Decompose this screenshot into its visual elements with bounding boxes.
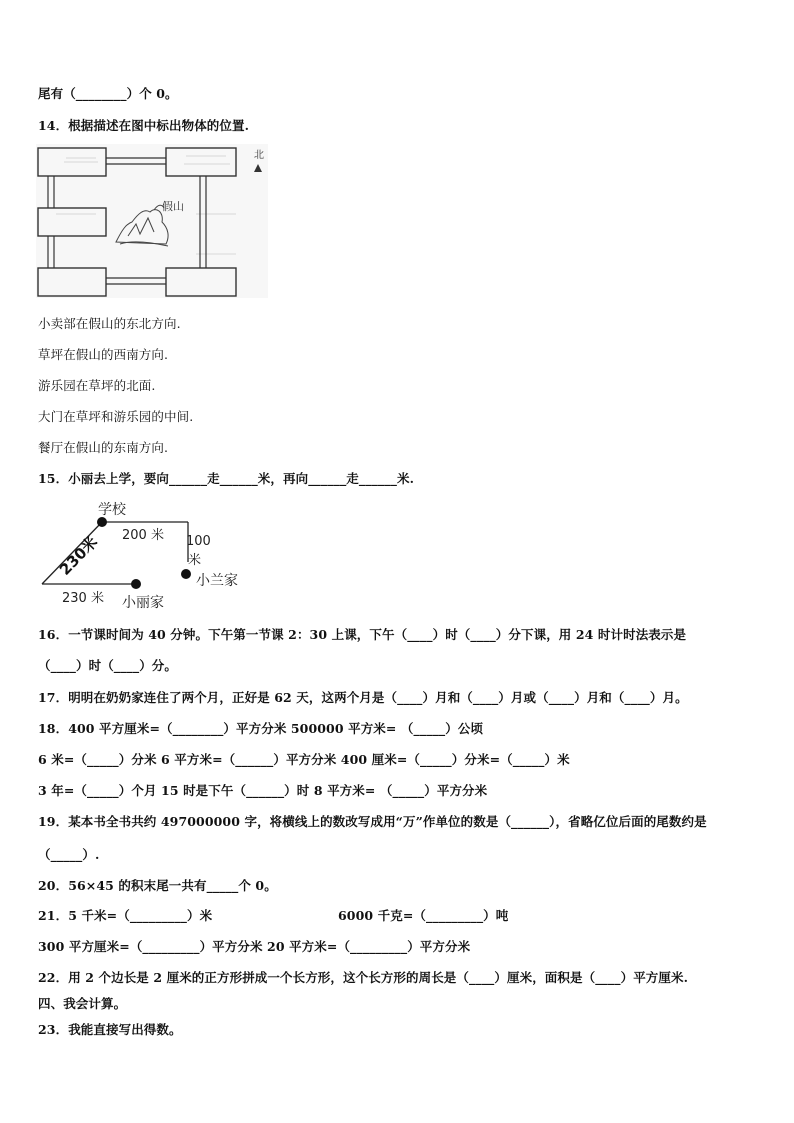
description-line: 餐厅在假山的东南方向. [38,440,169,455]
school-label: 学校 [98,502,126,518]
xiaoli-home-label: 小丽家 [122,595,164,611]
question-17: 17．明明在奶奶家连住了两个月，正好是 62 天，这两个月是（____）月和（____）月或（____）月和（____）月。 [38,690,688,705]
question-16: 16．一节课时间为 40 分钟。下午第一节课 2：30 上课，下午（____）时（____）分下课，用 24 时计时法表示是 [38,627,687,642]
xiaolan-home-dot [181,569,191,579]
question-15: 15．小丽去上学，要向______走______米，再向______走______米. [38,471,415,486]
right-distance-number: 100 [186,534,211,549]
section-heading: 四、我会计算。 [38,996,127,1011]
route-figure [36,496,256,616]
description-line: 小卖部在假山的东北方向. [38,316,181,331]
xiaolan-home-label: 小兰家 [196,573,238,589]
question-16-cont: （____）时（____）分。 [38,658,178,673]
question-22: 22．用 2 个边长是 2 厘米的正方形拼成一个长方形，这个长方形的周长是（____）厘米，面积是（____）平方厘米. [38,970,689,985]
question-18-row3: 3 年=（_____）个月 15 时是下午（______）时 8 平方米= （_____）平方分米 [38,783,488,798]
question-21-right: 6000 千克=（_________）吨 [338,908,509,923]
description-line: 游乐园在草坪的北面. [38,378,156,393]
text-line: 尾有（________）个 0。 [38,86,178,101]
north-label: 北 [254,150,264,161]
school-dot [97,517,107,527]
question-19: 19．某本书全书共约 497000000 字，将横线上的数改写成用“万”作单位的数是（______），省略亿位后面的尾数约是 [38,814,707,829]
top-distance-label: 200 米 [122,528,164,543]
question-18: 18．400 平方厘米=（________）平方分米 500000 平方米= （_____）公顷 [38,721,484,736]
rockery-label: 假山 [162,200,184,213]
description-line: 草坪在假山的西南方向. [38,347,169,362]
map-figure [36,144,268,298]
diagonal-distance-label: 230米 [55,532,102,579]
right-distance-unit: 米 [188,553,202,568]
xiaoli-home-dot [131,579,141,589]
question-21-row2: 300 平方厘米=（_________）平方分米 20 平方米=（_________）平方分米 [38,939,471,954]
question-21: 21．5 千米=（_________）米 [38,908,213,923]
question-14: 14．根据描述在图中标出物体的位置. [38,118,250,133]
question-18-row2: 6 米=（_____）分米 6 平方米=（______）平方分米 400 厘米=（_____）分米=（_____）米 [38,752,570,767]
question-19-cont: （_____）. [38,847,100,862]
description-line: 大门在草坪和游乐园的中间. [38,409,194,424]
bottom-distance-label: 230 米 [62,591,104,606]
question-20: 20．56×45 的积末尾一共有_____个 0。 [38,878,277,893]
question-23: 23．我能直接写出得数。 [38,1022,182,1037]
